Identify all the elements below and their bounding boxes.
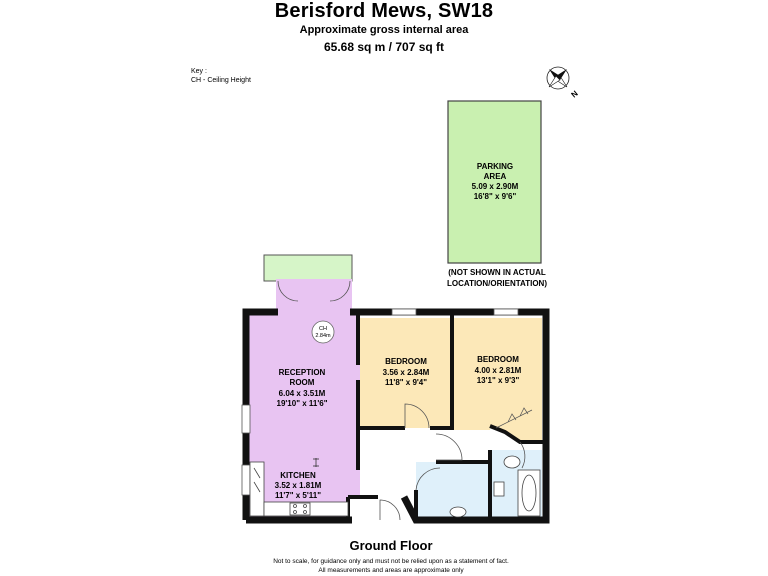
parking-imperial: 16'8" x 9'6" [473, 192, 517, 201]
parking-area [448, 101, 541, 263]
plan-title: Berisford Mews, SW18 [274, 0, 494, 22]
plan-subtitle: Approximate gross internal area [299, 24, 469, 36]
parking-note-2: LOCATION/ORIENTATION) [447, 279, 547, 288]
compass-north-label: N [569, 88, 580, 100]
reception-imperial: 19'10" x 11'6" [276, 399, 328, 408]
parking-metric: 5.09 x 2.90M [471, 182, 519, 191]
kitchen-metric: 3.52 x 1.81M [274, 481, 322, 490]
ceiling-label: CH [319, 326, 327, 332]
bedroom-1-imperial: 11'8" x 9'4" [384, 378, 428, 387]
parking-name-2: AREA [483, 172, 507, 181]
gross-area: 65.68 sq m / 707 sq ft [323, 40, 445, 54]
reception-name-1: RECEPTION [278, 368, 326, 377]
ceiling-value: 2.84m [315, 333, 331, 339]
parking-name-1: PARKING [476, 162, 514, 171]
kitchen-imperial: 11'7" x 5'11" [274, 491, 322, 500]
reception-metric: 6.04 x 3.51M [278, 389, 326, 398]
kitchen-name: KITCHEN [280, 471, 316, 480]
compass-rose-icon [547, 67, 580, 100]
parking-note-1: (NOT SHOWN IN ACTUAL [448, 268, 546, 277]
floor-label: Ground Floor [349, 538, 433, 553]
bedroom-1-name: BEDROOM [385, 357, 427, 366]
bedroom-1-metric: 3.56 x 2.84M [382, 368, 430, 377]
disclaimer-line-1: Not to scale, for guidance only and must not be relied upon as a statement of fact. [273, 558, 509, 565]
reception-name-2: ROOM [289, 378, 315, 387]
balcony [264, 255, 352, 281]
key-ceiling-entry: CH - Ceiling Height [191, 77, 251, 84]
disclaimer-line-2: All measurements and areas are approximate only [318, 567, 464, 574]
key-heading: Key : [191, 68, 207, 75]
bedroom-2-imperial: 13'1" x 9'3" [476, 376, 520, 385]
bedroom-2-name: BEDROOM [477, 355, 519, 364]
bedroom-2-metric: 4.00 x 2.81M [474, 366, 522, 375]
ceiling-height-marker [312, 321, 334, 343]
